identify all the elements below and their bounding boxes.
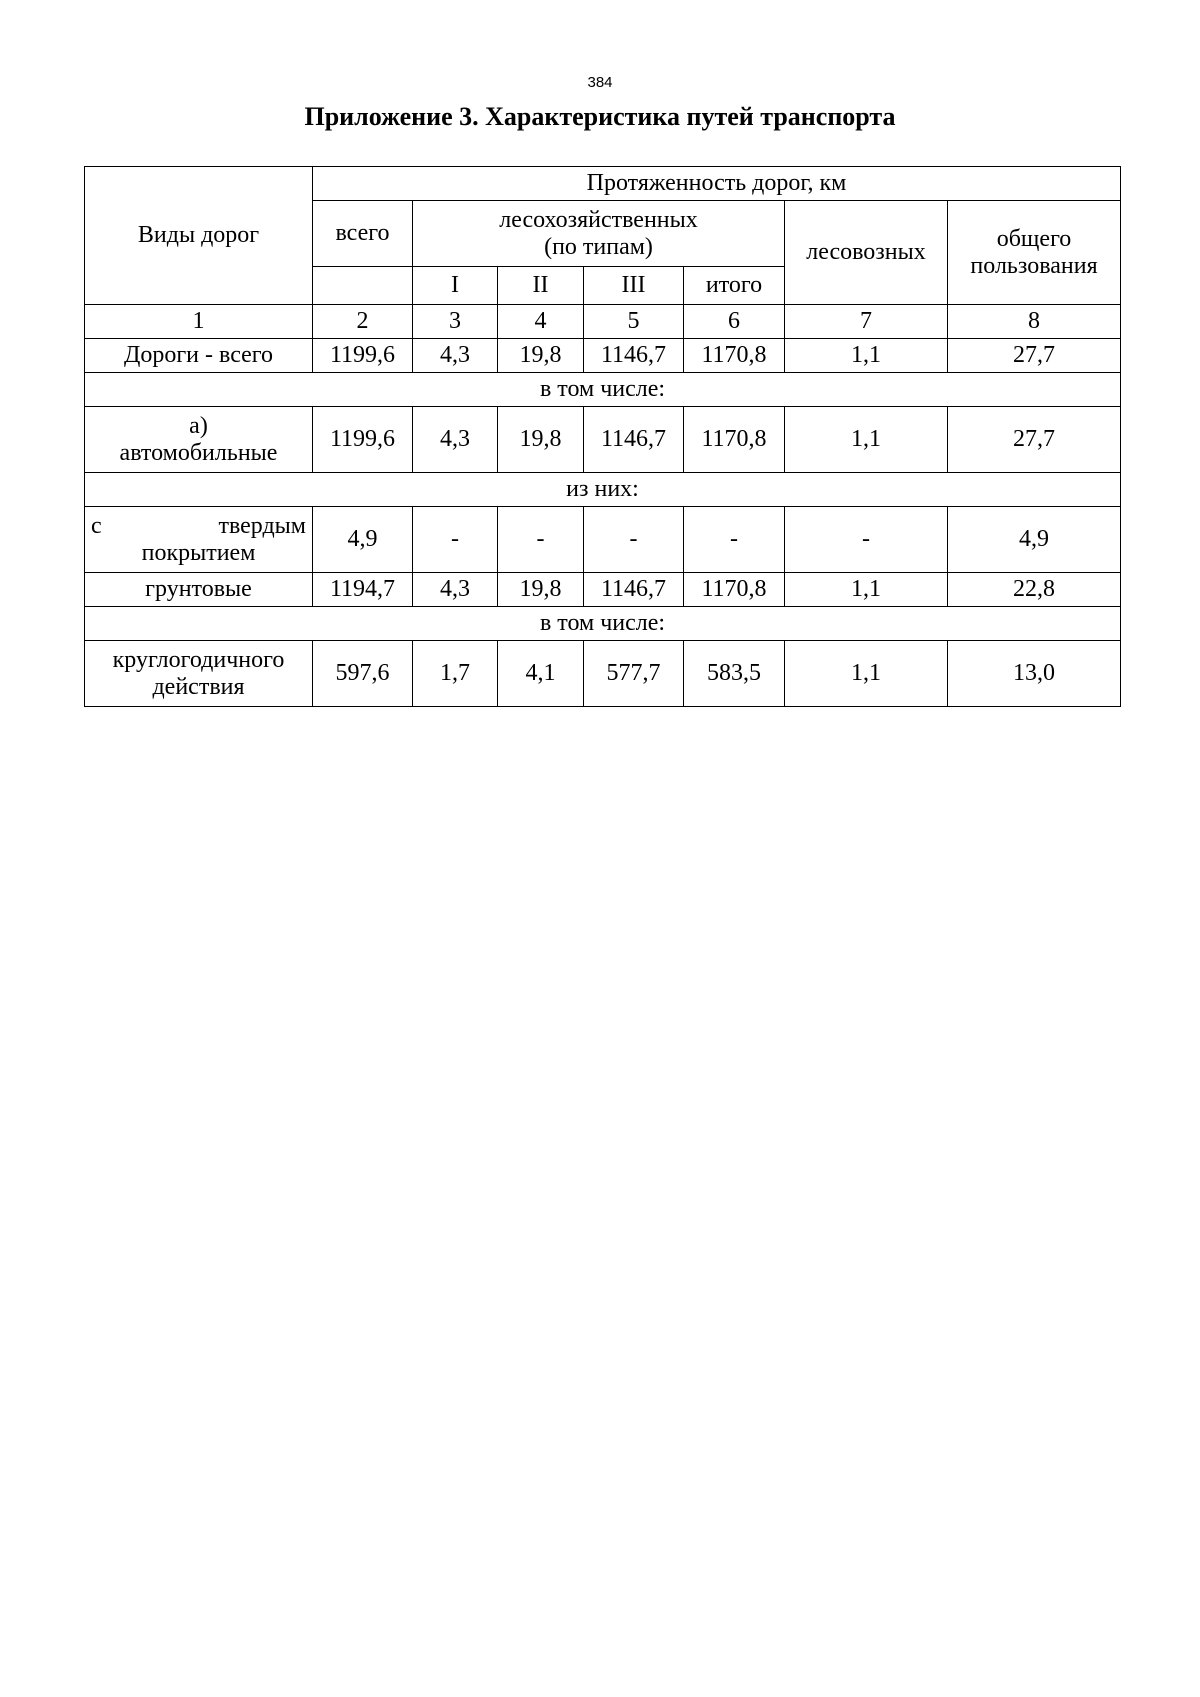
table-cell: 583,5 bbox=[684, 641, 785, 707]
section-label: в том числе: bbox=[85, 607, 1121, 641]
table-cell: 4,9 bbox=[948, 507, 1121, 573]
row-label-line1: круглогодичного bbox=[112, 646, 285, 673]
table-cell: 19,8 bbox=[498, 339, 584, 373]
table-cell: 1170,8 bbox=[684, 573, 785, 607]
table-cell: - bbox=[684, 507, 785, 573]
column-number: 6 bbox=[684, 305, 785, 339]
header-type-3: III bbox=[584, 267, 684, 305]
row-label: Дороги - всего bbox=[85, 339, 313, 373]
table-cell: 1146,7 bbox=[584, 407, 684, 473]
header-public-line2: пользования bbox=[970, 252, 1098, 279]
column-number: 8 bbox=[948, 305, 1121, 339]
column-number: 7 bbox=[785, 305, 948, 339]
table-cell: 1194,7 bbox=[313, 573, 413, 607]
table-cell: 1146,7 bbox=[584, 573, 684, 607]
header-length: Протяженность дорог, км bbox=[313, 167, 1121, 201]
section-label: из них: bbox=[85, 473, 1121, 507]
table-cell: 597,6 bbox=[313, 641, 413, 707]
header-row-1 bbox=[85, 167, 1121, 201]
table-cell: - bbox=[413, 507, 498, 573]
header-subtotal: итого bbox=[684, 267, 785, 305]
table-cell: 4,3 bbox=[413, 339, 498, 373]
header-type-2: II bbox=[498, 267, 584, 305]
table-row-including bbox=[85, 607, 1121, 641]
row-label bbox=[85, 407, 313, 473]
row-label-line1: а) bbox=[189, 412, 208, 439]
header-logging: лесовозных bbox=[785, 201, 948, 305]
table-row-automobile bbox=[85, 407, 1121, 473]
row-label-word: твердым bbox=[218, 512, 306, 539]
table-row-year-round bbox=[85, 641, 1121, 707]
table-row-including bbox=[85, 373, 1121, 407]
table-cell: 19,8 bbox=[498, 573, 584, 607]
table-cell: 577,7 bbox=[584, 641, 684, 707]
table-row-hard-surface bbox=[85, 507, 1121, 573]
page-number: 384 bbox=[587, 74, 613, 91]
column-numbers-row bbox=[85, 305, 1121, 339]
row-label-line1 bbox=[91, 513, 306, 540]
table-cell: - bbox=[785, 507, 948, 573]
table-cell: 1170,8 bbox=[684, 339, 785, 373]
table-cell: 4,1 bbox=[498, 641, 584, 707]
row-label bbox=[85, 507, 313, 573]
header-forestry bbox=[413, 201, 785, 267]
column-number: 1 bbox=[85, 305, 313, 339]
table-cell: 1,1 bbox=[785, 339, 948, 373]
table-row-dirt bbox=[85, 573, 1121, 607]
table-cell: 1146,7 bbox=[584, 339, 684, 373]
header-total-empty bbox=[313, 267, 413, 305]
table-cell: 13,0 bbox=[948, 641, 1121, 707]
table-cell: 1,7 bbox=[413, 641, 498, 707]
table-cell: 1199,6 bbox=[313, 339, 413, 373]
table-cell: 19,8 bbox=[498, 407, 584, 473]
header-public-line1: общего bbox=[996, 225, 1072, 252]
table-cell: 1,1 bbox=[785, 407, 948, 473]
table-cell: 27,7 bbox=[948, 407, 1121, 473]
header-forestry-line1: лесохозяйственных bbox=[499, 206, 698, 233]
column-number: 2 bbox=[313, 305, 413, 339]
row-label bbox=[85, 641, 313, 707]
roads-table bbox=[84, 166, 1121, 707]
row-label-line2: покрытием bbox=[141, 539, 256, 566]
table-cell: - bbox=[498, 507, 584, 573]
header-type-1: I bbox=[413, 267, 498, 305]
table-cell: 1,1 bbox=[785, 573, 948, 607]
table-row-roads-total bbox=[85, 339, 1121, 373]
column-number: 4 bbox=[498, 305, 584, 339]
page-title: Приложение 3. Характеристика путей транспорта bbox=[304, 102, 896, 131]
table-cell: 22,8 bbox=[948, 573, 1121, 607]
header-road-types: Виды дорог bbox=[85, 167, 313, 305]
row-label-line2: автомобильные bbox=[119, 439, 278, 466]
header-public bbox=[948, 201, 1121, 305]
table-cell: 4,3 bbox=[413, 573, 498, 607]
table-row-of-them bbox=[85, 473, 1121, 507]
table-cell: 1,1 bbox=[785, 641, 948, 707]
table-cell: 4,9 bbox=[313, 507, 413, 573]
column-number: 5 bbox=[584, 305, 684, 339]
row-label-word: с bbox=[91, 512, 102, 539]
column-number: 3 bbox=[413, 305, 498, 339]
table-cell: 1199,6 bbox=[313, 407, 413, 473]
table-cell: 4,3 bbox=[413, 407, 498, 473]
header-forestry-line2: (по типам) bbox=[544, 233, 653, 260]
section-label: в том числе: bbox=[85, 373, 1121, 407]
row-label: грунтовые bbox=[85, 573, 313, 607]
header-total: всего bbox=[313, 201, 413, 267]
table-cell: - bbox=[584, 507, 684, 573]
table-cell: 27,7 bbox=[948, 339, 1121, 373]
row-label-line2: действия bbox=[152, 673, 245, 700]
table-cell: 1170,8 bbox=[684, 407, 785, 473]
